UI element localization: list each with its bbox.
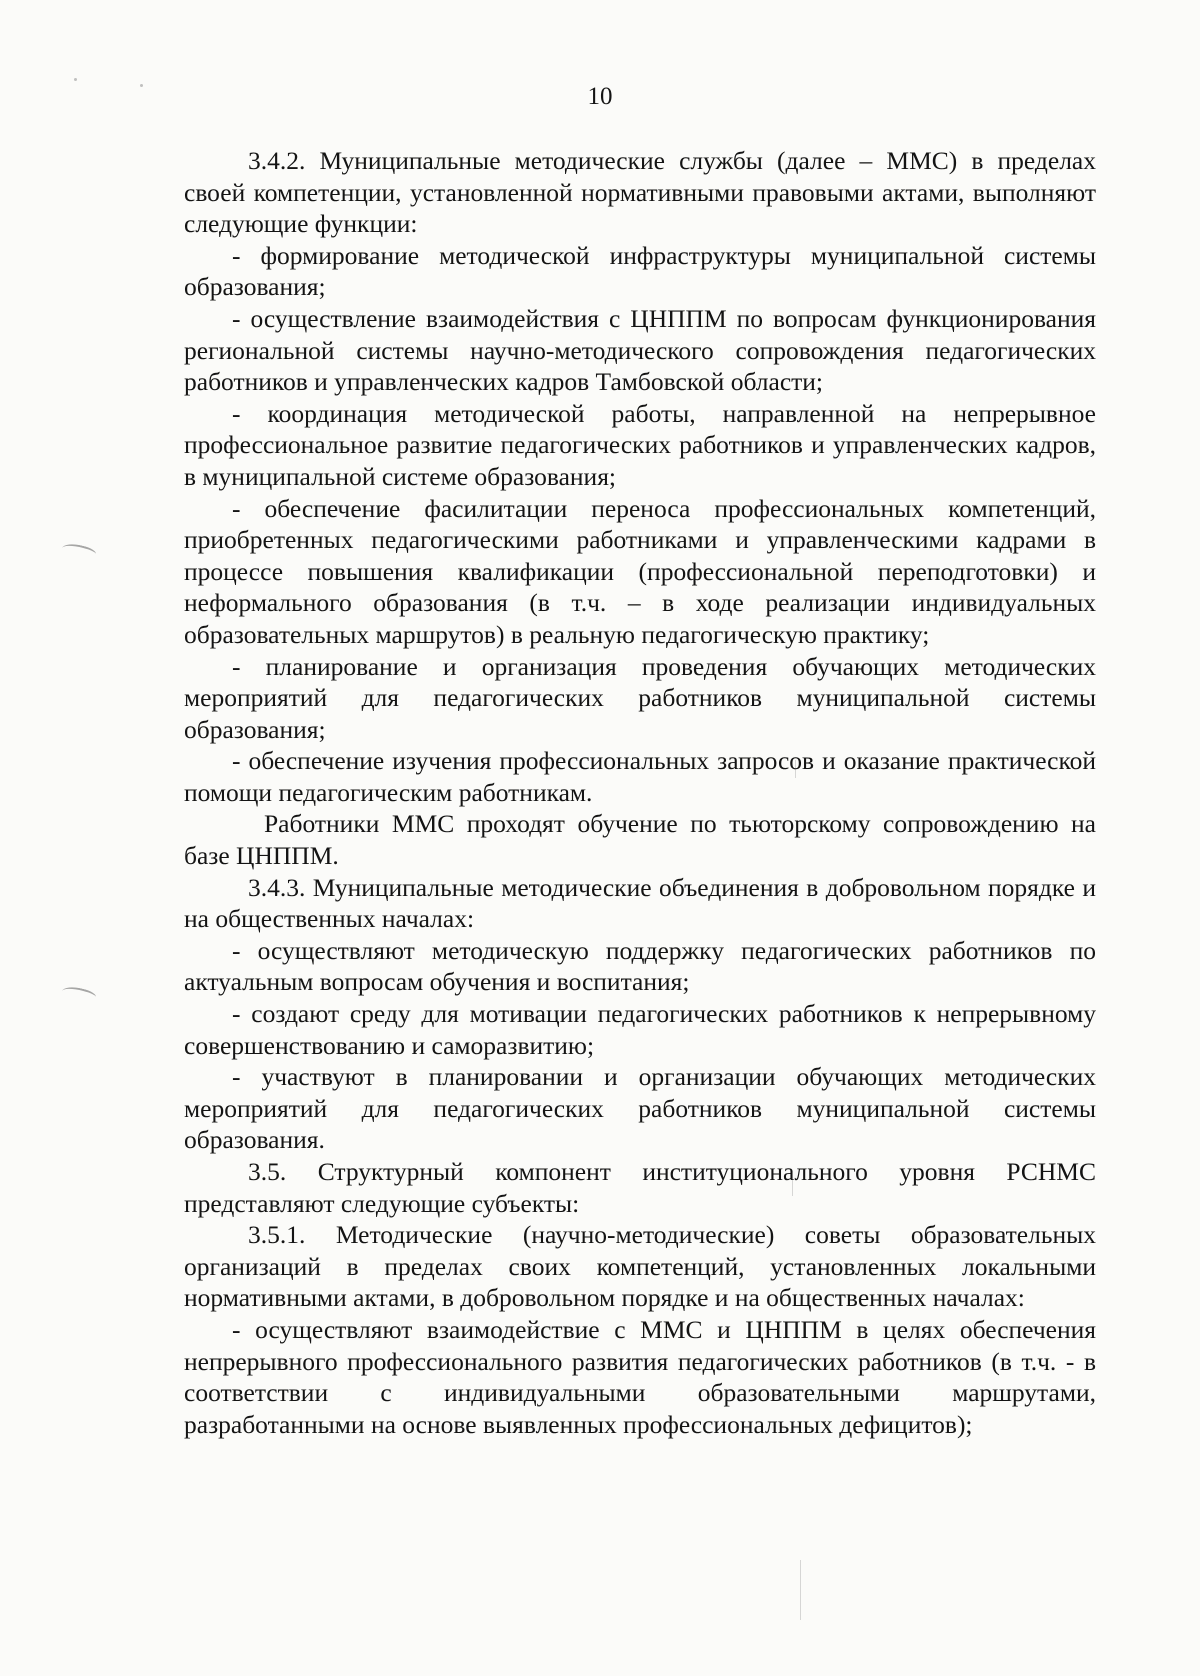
list-item: - обеспечение изучения профессиональных запросов и оказание практической помощи педагогическим работникам. — [184, 746, 1096, 807]
list-item: - осуществление взаимодействия с ЦНППМ по вопросам функционирования региональной системы научно-методического сопровождения педагогических работников и управленческих кадров Тамбовской области; — [184, 303, 1096, 397]
list-item: - формирование методической инфраструктуры муниципальной системы образования; — [184, 240, 1096, 302]
document-body — [184, 145, 1096, 1440]
page-number: 10 — [587, 83, 613, 110]
body-paragraph: Работники ММС проходят обучение по тьюторскому сопровождению на базе ЦНППМ. — [184, 809, 1096, 871]
list-item: - планирование и организация проведения обучающих методических мероприятий для педагогических работников муниципальной системы образования; — [184, 651, 1096, 744]
section-heading-3-4-3: 3.4.3. Муниципальные методические объединения в добровольном порядке и на общественных началах: — [184, 872, 1096, 934]
section-heading-3-4-2: 3.4.2. Муниципальные методические службы (далее – ММС) в пределах своей компетенции, установленной нормативными правовыми актами, выполняют следующие функции: — [184, 146, 1096, 239]
list-item: - осуществляют взаимодействие с ММС и ЦНППМ в целях обеспечения непрерывного профессионального развития педагогических работников (в т.ч. - в соответствии с индивидуальными образовательными маршрутами, разработанными на основе выявленных профессиональных дефицитов); — [184, 1314, 1096, 1439]
list-item: - участвуют в планировании и организации обучающих методических мероприятий для педагогических работников муниципальной системы образования. — [184, 1062, 1096, 1155]
list-item: - обеспечение фасилитации переноса профессиональных компетенций, приобретенных педагогическими работниками и управленческими кадрами в процессе повышения квалификации (профессиональной переподготовки) и неформального образования (в т.ч. – в ходе реализации индивидуальных образовательных маршрутов) в реальную педагогическую практику; — [184, 493, 1096, 649]
scan-mark — [61, 984, 97, 1004]
list-item: - координация методической работы, направленной на непрерывное профессиональное развитие педагогических работников и управленческих кадров, в муниципальной системе образования; — [184, 398, 1096, 491]
section-heading-3-5-1: 3.5.1. Методические (научно-методические) советы образовательных организаций в пределах своих компетенций, установленных локальными нормативными актами, в добровольном порядке и на общественных началах: — [184, 1220, 1096, 1313]
list-item: - осуществляют методическую поддержку педагогических работников по актуальным вопросам обучения и воспитания; — [184, 935, 1096, 997]
scan-line — [800, 1560, 801, 1620]
scan-dot — [74, 78, 77, 81]
list-item: - создают среду для мотивации педагогических работников к непрерывному совершенствованию и саморазвитию; — [184, 999, 1096, 1060]
section-heading-3-5: 3.5. Структурный компонент институционального уровня РСНМС представляют следующие субъекты: — [184, 1157, 1096, 1218]
scan-mark — [61, 541, 97, 561]
